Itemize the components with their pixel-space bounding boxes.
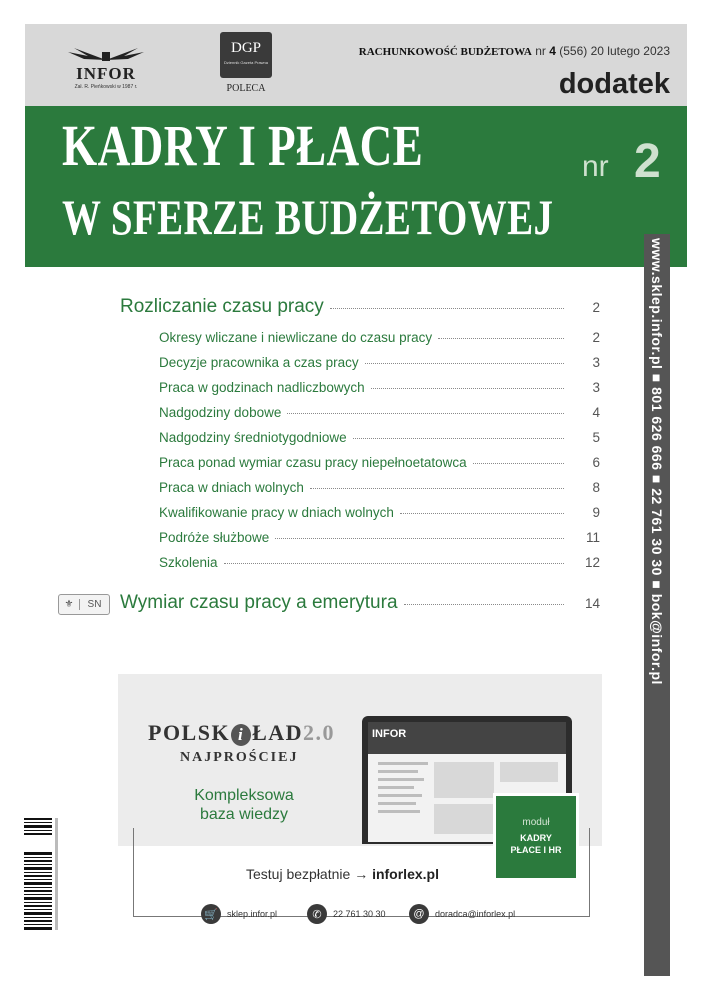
dgp-poleca-label: POLECA [226, 83, 266, 94]
cta-link[interactable]: inforlex.pl [372, 866, 439, 882]
issue-prefix: nr [535, 44, 546, 58]
toc-leader-dots [224, 563, 564, 564]
toc-entry-page: 3 [592, 380, 600, 395]
screen-block [434, 762, 494, 798]
toc-entry-label: Kwalifikowanie pracy w dniach wolnych [159, 505, 394, 520]
table-of-contents [120, 296, 600, 580]
tagline-line-1: Kompleksowa [194, 787, 294, 804]
toc-entry-page: 11 [585, 530, 600, 545]
contact-phone-text: 22 761 30 30 [333, 909, 386, 919]
title-line-1: KADRY I PŁACE [62, 113, 424, 178]
issue-total: (556) [559, 44, 588, 58]
phone-icon: ✆ [307, 904, 327, 924]
arrow-right-icon: → [354, 866, 369, 882]
toc-entry[interactable] [120, 355, 600, 380]
sn-badge [58, 594, 110, 615]
toc-leader-dots [371, 388, 564, 389]
toc-entry-label: Nadgodziny średniotygodniowe [159, 430, 347, 445]
screen-line [378, 762, 428, 765]
toc-entry-label: Decyzje pracownika a czas pracy [159, 355, 359, 370]
toc-entry[interactable] [120, 405, 600, 430]
toc-entry-label: Praca ponad wymiar czasu pracy niepełnoetatowca [159, 455, 467, 470]
brand-version: 2.0 [303, 720, 336, 745]
toc-main-entry[interactable] [120, 592, 600, 626]
toc-entry-page: 4 [592, 405, 600, 420]
advert-subtitle: NAJPROŚCIEJ [180, 750, 299, 765]
toc-leader-dots [287, 413, 564, 414]
issue-date: 20 lutego 2023 [590, 44, 670, 58]
toc-entry[interactable] [120, 330, 600, 355]
modul-line-1: KADRY [520, 833, 552, 843]
brand-left: POLSK [148, 720, 231, 745]
toc-leader-dots [310, 488, 564, 489]
modul-name [493, 832, 579, 856]
cta-line[interactable] [246, 866, 439, 882]
barcode-image [24, 818, 60, 934]
issue-info [340, 44, 670, 58]
toc-entry-page: 6 [592, 455, 600, 470]
eagle-icon: ⚜ [59, 599, 80, 610]
dgp-logo-subtitle: Dziennik Gazeta Prawna [223, 60, 269, 65]
tagline-line-2: baza wiedzy [199, 806, 289, 823]
toc-entry[interactable] [120, 380, 600, 405]
contact-email-text: doradca@inforlex.pl [435, 909, 516, 919]
issue-number: 4 [549, 44, 556, 58]
cta-text: Testuj bezpłatnie [246, 866, 351, 882]
email-icon: @ [409, 904, 429, 924]
toc-entry-label: Podróże służbowe [159, 530, 270, 545]
toc-entry[interactable] [120, 505, 600, 530]
toc-main-label: Rozliczanie czasu pracy [120, 296, 324, 317]
screen-infor-logo: INFOR [372, 728, 407, 740]
screen-block [434, 804, 494, 834]
screen-block [500, 762, 558, 782]
polski-lad-logo [148, 720, 335, 746]
toc-entry-label: Nadgodziny dobowe [159, 405, 282, 420]
sn-badge-text: SN [87, 599, 102, 610]
contact-shop[interactable] [201, 904, 277, 924]
toc-second-label: Wymiar czasu pracy a emerytura [120, 592, 398, 613]
advert-tagline [160, 786, 328, 824]
supplement-label: dodatek [558, 68, 670, 100]
screen-line [378, 810, 420, 813]
contact-shop-text: sklep.infor.pl [227, 909, 278, 919]
toc-entry[interactable] [120, 480, 600, 505]
toc-leader-dots [404, 604, 564, 605]
screen-line [378, 778, 424, 781]
toc-entry-page: 2 [592, 330, 600, 345]
toc-entry[interactable] [120, 530, 600, 555]
toc-second-page: 14 [584, 596, 600, 611]
toc-entry-label: Praca w dniach wolnych [159, 480, 304, 495]
toc-main-page: 2 [592, 300, 600, 315]
toc-entry-page: 9 [592, 505, 600, 520]
toc-entry-label: Okresy wliczane i niewliczane do czasu pracy [159, 330, 433, 345]
dgp-logo-letters: DGP [230, 40, 261, 56]
toc-entry-page: 5 [592, 430, 600, 445]
toc-entry-page: 12 [584, 555, 600, 570]
toc-entry[interactable] [120, 555, 600, 580]
toc-leader-dots [330, 308, 564, 309]
supplement-nr-label: nr [582, 150, 609, 183]
toc-leader-dots [353, 438, 564, 439]
brand-right: ŁAD [252, 720, 304, 745]
toc-entry-label: Szkolenia [159, 555, 218, 570]
toc-leader-dots [275, 538, 564, 539]
contact-phone[interactable] [307, 904, 386, 924]
screen-line [378, 786, 414, 789]
modul-line-2: PŁACE I HR [510, 845, 562, 855]
toc-entry[interactable] [120, 430, 600, 455]
toc-entry-page: 3 [592, 355, 600, 370]
toc-second-section [120, 592, 600, 626]
contact-email[interactable] [409, 904, 515, 924]
supplement-nr-number: 2 [634, 135, 661, 188]
toc-entry[interactable] [120, 455, 600, 480]
infor-wings-icon [64, 46, 148, 62]
toc-leader-dots [365, 363, 564, 364]
infor-logo: INFOR [76, 64, 136, 83]
toc-leader-dots [473, 463, 564, 464]
toc-entry-page: 8 [592, 480, 600, 495]
screen-line [378, 794, 422, 797]
toc-leader-dots [400, 513, 564, 514]
modul-label: moduł [522, 817, 550, 828]
publication-name: RACHUNKOWOŚĆ BUDŻETOWA [358, 46, 532, 58]
toc-entry-label: Praca w godzinach nadliczbowych [159, 380, 365, 395]
cart-icon: 🛒 [201, 904, 221, 924]
title-line-2: W SFERZE BUDŻETOWEJ [62, 189, 554, 245]
brand-i-icon: i [231, 724, 251, 746]
toc-leader-dots [438, 338, 564, 339]
contact-side-text: www.sklep.infor.pl ■ 801 626 666 ■ 22 761 30 30 ■ bok@infor.pl [649, 238, 665, 685]
infor-founded-note: Zał. R. Pieńkowski w 1987 r. [74, 84, 138, 90]
screen-line [378, 802, 416, 805]
toc-main-entry[interactable] [120, 296, 600, 330]
screen-line [378, 770, 418, 773]
